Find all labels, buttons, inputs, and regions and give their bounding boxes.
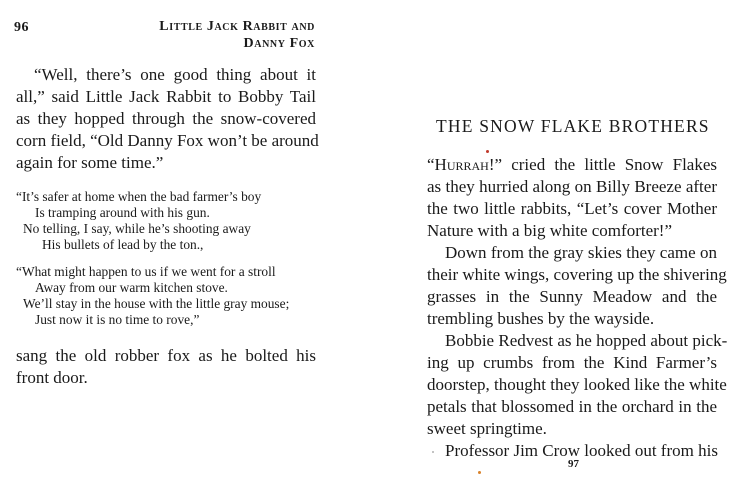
running-head bbox=[159, 18, 315, 52]
poem-line: “What might happen to us if we went for a stroll bbox=[16, 264, 276, 279]
poem-line: Is tramping around with his gun. bbox=[35, 205, 210, 220]
poem-stanza-2 bbox=[16, 264, 289, 328]
text-line: ing up crumbs from the Kind Farmer’s bbox=[427, 353, 717, 372]
chapter-body bbox=[427, 154, 728, 462]
text-line: Down from the gray skies they came on bbox=[445, 243, 717, 262]
right-page bbox=[372, 0, 745, 490]
text-line: Bobbie Redvest as he hopped about pick- bbox=[445, 331, 728, 350]
text-line: trembling bushes by the wayside. bbox=[427, 309, 655, 328]
outro-paragraph bbox=[16, 345, 316, 389]
intro-paragraph bbox=[16, 64, 319, 174]
text-line: sang the old robber fox as he bolted his bbox=[16, 346, 316, 365]
text-line: “Hurrah!” cried the little Snow Flakes bbox=[427, 155, 717, 174]
text-line: “Well, there’s one good thing about it bbox=[34, 65, 316, 84]
poem-line: Just now it is no time to rove,” bbox=[35, 312, 200, 327]
text-line: Nature with a big white comforter!” bbox=[427, 221, 672, 240]
chapter-title: THE SNOW FLAKE BROTHERS bbox=[436, 116, 710, 136]
text-line: again for some time.” bbox=[16, 153, 164, 172]
poem-line: His bullets of lead by the ton., bbox=[42, 237, 204, 252]
poem-line: “It’s safer at home when the bad farmer’s boy bbox=[16, 189, 262, 204]
page-number: 96 bbox=[14, 20, 29, 35]
page-number: 97 bbox=[568, 458, 579, 470]
print-speck bbox=[432, 451, 434, 453]
poem-stanza-1 bbox=[16, 189, 261, 253]
text-line: Professor Jim Crow looked out from his bbox=[445, 441, 718, 460]
print-speck bbox=[486, 150, 489, 153]
text-line: the two little rabbits, “Let’s cover Mother bbox=[427, 199, 717, 218]
text-line: their white wings, covering up the shivering bbox=[427, 265, 727, 284]
left-page bbox=[0, 0, 372, 490]
text-line: as they hopped through the snow-covered bbox=[16, 109, 316, 128]
running-head-line-1: Little Jack Rabbit and bbox=[159, 19, 315, 34]
text-line: front door. bbox=[16, 368, 88, 387]
poem-line: Away from our warm kitchen stove. bbox=[35, 280, 228, 295]
poem-line: No telling, I say, while he’s shooting away bbox=[23, 221, 251, 236]
text-line: sweet springtime. bbox=[427, 419, 547, 438]
small-caps-lead: “Hurrah bbox=[427, 155, 489, 174]
text-line: grasses in the Sunny Meadow and the bbox=[427, 287, 717, 306]
poem-line: We’ll stay in the house with the little gray mouse; bbox=[23, 296, 290, 311]
text-line: as they hurried along on Billy Breeze after bbox=[427, 177, 717, 196]
print-speck bbox=[478, 471, 481, 474]
text-line: corn field, “Old Danny Fox won’t be around bbox=[16, 131, 319, 150]
text-line: all,” said Little Jack Rabbit to Bobby Tail bbox=[16, 87, 316, 106]
running-head-line-2: Danny Fox bbox=[243, 36, 315, 51]
text-line: petals that blossomed in the orchard in the bbox=[427, 397, 717, 416]
text-line: doorstep, thought they looked like the white bbox=[427, 375, 727, 394]
